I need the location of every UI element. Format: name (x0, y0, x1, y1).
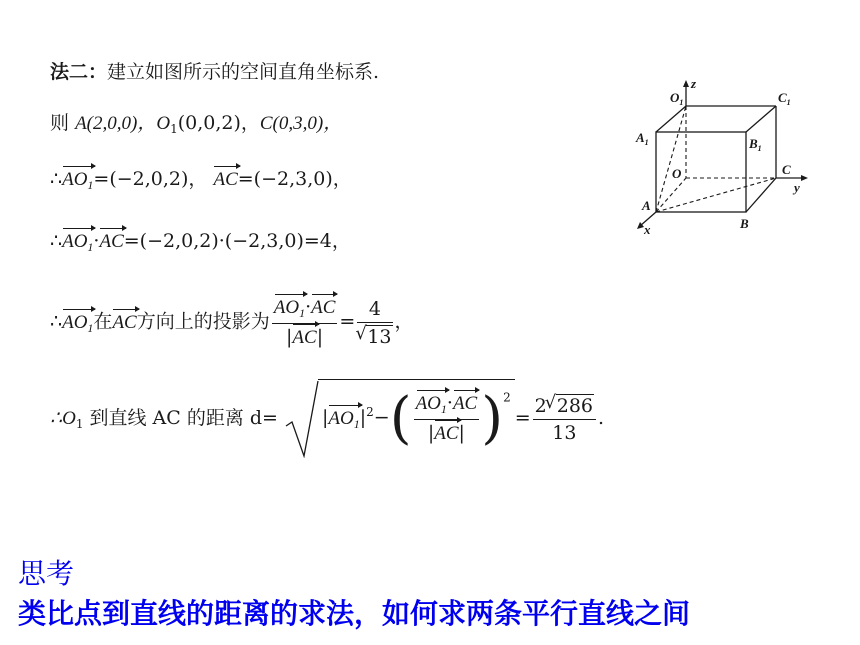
projection-line (50, 296, 414, 349)
vector-AC: AC (112, 311, 137, 333)
coord-A: A(2,0,0)， (75, 113, 157, 134)
method-label: 法二： (50, 61, 108, 83)
projection-fraction: $\frac{AO_1\cdot AC}{|AC|}$ (273, 296, 336, 348)
label-C1: $C_1$ (778, 90, 791, 107)
think-title: 思考 (18, 557, 75, 590)
vector-AO1-value: =(−2,0,2)， (93, 168, 208, 190)
label-x: x (644, 222, 651, 237)
big-root-sign (284, 380, 320, 458)
therefore-symbol: ∴ (50, 230, 63, 252)
method-text: 建立如图所示的空间直角坐标系. (107, 61, 380, 83)
think-question: 类比点到直线的距离的求法，如何求两条平行直线之间 (18, 597, 691, 630)
therefore-symbol: ∴ (50, 168, 63, 190)
vectors-line (50, 164, 352, 193)
method-line (50, 57, 379, 84)
distance-root-expression: $|AO_1|^2-$( $\frac{AO_1\cdot AC}{|AC|}$ )$^2$ (284, 380, 515, 458)
period: . (598, 407, 605, 429)
label-B1: $B_1$ (749, 136, 762, 153)
coord-C: C(0,3,0)， (259, 113, 343, 134)
equals-sign: = (514, 407, 531, 429)
label-A1: $A_1$ (636, 130, 649, 147)
cube-front-face (656, 132, 746, 212)
vector-AO1: $AO_1$ (62, 169, 94, 192)
projection-direction-text: 方向上的投影为 (136, 310, 270, 333)
comma: ， (394, 310, 414, 333)
distance-sub: 1 (75, 417, 84, 431)
distance-line (50, 380, 604, 458)
label-C: C (782, 162, 791, 177)
label-B: B (740, 216, 749, 231)
vector-AC: AC (213, 169, 238, 190)
label-y: y (794, 180, 800, 195)
coord-O1-sub: 1 (170, 122, 178, 136)
dot-product-line (50, 226, 351, 255)
equals-sign: = (339, 310, 356, 333)
label-A: A (642, 198, 651, 213)
vector-AO1: $AO_1$ (62, 311, 94, 335)
vector-AC: AC (99, 231, 124, 252)
distance-prefix: ∴O (50, 408, 76, 429)
coords-line (50, 108, 342, 136)
dot-product-value: =(−2,0,2)·(−2,3,0)=4， (123, 230, 351, 252)
distance-result: $\frac{2√ 286}{13}$ (533, 394, 596, 444)
coord-O1-name: O (156, 113, 171, 134)
projection-result: 4 √ 13 (357, 298, 392, 348)
z-arrowhead (683, 80, 689, 87)
label-z: z (691, 76, 697, 91)
label-O1: $O_1$ (670, 90, 684, 107)
dot-symbol: · (93, 230, 100, 252)
coords-prefix: 则 (50, 112, 70, 134)
therefore-symbol: ∴ (50, 310, 63, 333)
distance-text: 到直线 AC 的距离 d= (89, 407, 278, 429)
vector-AC-value: =(−2,3,0)， (237, 168, 352, 190)
vector-AO1: $AO_1$ (62, 231, 94, 254)
y-arrowhead (801, 175, 808, 181)
label-O: O (672, 166, 682, 181)
projection-on: 在 (93, 310, 113, 333)
coord-O1-val: (0,0,2)， (177, 112, 260, 134)
coordinate-cube-figure (628, 74, 818, 244)
